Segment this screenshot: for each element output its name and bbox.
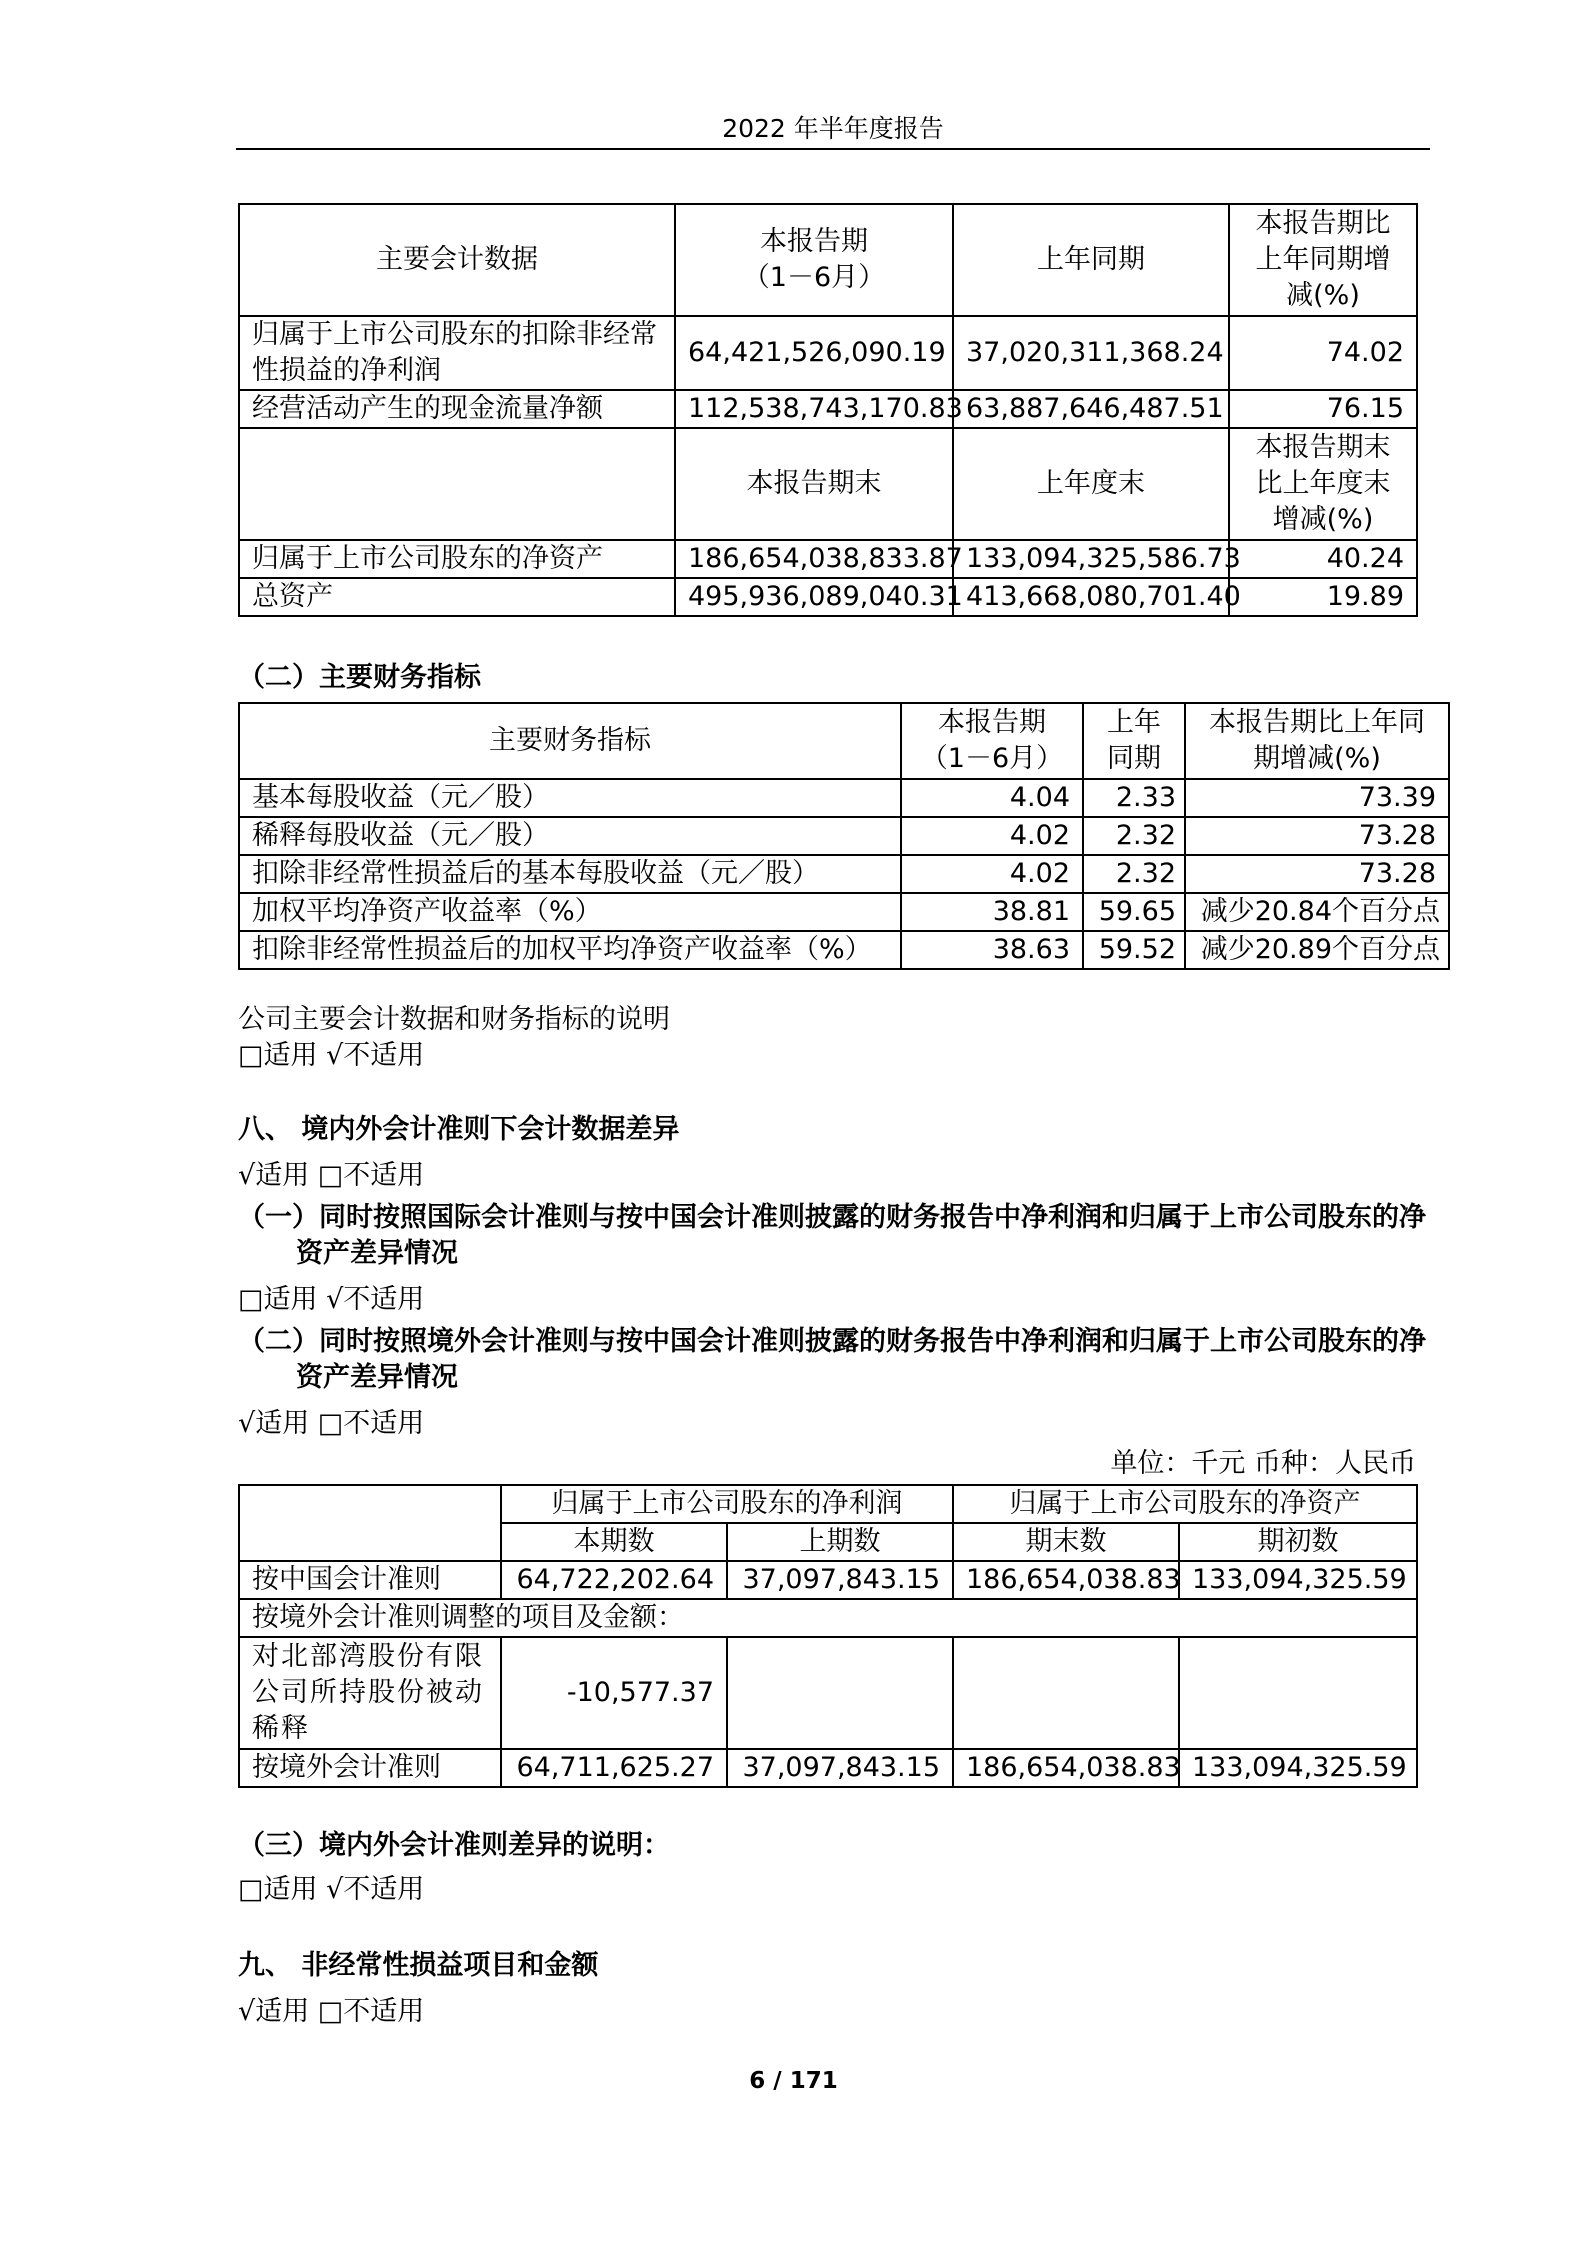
t1-header-change: 本报告期比 上年同期增 减(%) — [1229, 204, 1417, 316]
t3-group-net-profit: 归属于上市公司股东的净利润 — [501, 1485, 953, 1523]
t1-row-label: 经营活动产生的现金流量净额 — [239, 390, 675, 428]
page-header-title: 2022 年半年度报告 — [722, 114, 944, 143]
t3-row-label: 按境外会计准则 — [239, 1749, 501, 1787]
section-8-title: 八、 境内外会计准则下会计数据差异 — [238, 1114, 680, 1145]
t2-cell: 2.32 — [1083, 855, 1185, 893]
t2-cell: 4.02 — [901, 817, 1083, 855]
t2-cell: 59.65 — [1083, 893, 1185, 931]
t3-row-label: 对北部湾股份有限公司所持股份被动稀释 — [239, 1637, 501, 1749]
t1-cell: 40.24 — [1229, 540, 1417, 578]
t1-cell: 74.02 — [1229, 316, 1417, 390]
t1-row-label: 总资产 — [239, 578, 675, 616]
note-title: 公司主要会计数据和财务指标的说明 — [238, 1004, 670, 1035]
t1-cell: 76.15 — [1229, 390, 1417, 428]
t1-header2-prior: 上年度末 — [953, 428, 1229, 540]
t2-row-label: 基本每股收益（元／股） — [239, 779, 901, 817]
t3-cell: 37,097,843.15 — [727, 1561, 953, 1599]
t1-header-item: 主要会计数据 — [239, 204, 675, 316]
t3-cell: 64,711,625.27 — [501, 1749, 727, 1787]
section-8-2-title: （二）同时按照境外会计准则与按中国会计准则披露的财务报告中净利润和归属于上市公司股东的净资产差异情况 — [238, 1326, 1426, 1393]
section-9-applicability: √适用 □不适用 — [238, 1996, 425, 2027]
t1-cell: 186,654,038,833.87 — [675, 540, 953, 578]
financial-indicators-table — [238, 702, 1450, 970]
t1-cell: 413,668,080,701.40 — [953, 578, 1229, 616]
t1-cell: 64,421,526,090.19 — [675, 316, 953, 390]
t3-row-label: 按中国会计准则 — [239, 1561, 501, 1599]
t3-header-blank — [239, 1485, 501, 1561]
gaap-difference-table — [238, 1484, 1418, 1788]
accounting-data-table — [238, 203, 1418, 617]
t1-header2-change: 本报告期末 比上年度末 增减(%) — [1229, 428, 1417, 540]
t1-header2-current: 本报告期末 — [675, 428, 953, 540]
t1-header-current: 本报告期 （1－6月） — [675, 204, 953, 316]
t1-cell: 495,936,089,040.31 — [675, 578, 953, 616]
section-8-3-applicability: □适用 √不适用 — [238, 1874, 425, 1905]
section-8-1-title: （一）同时按照国际会计准则与按中国会计准则披露的财务报告中净利润和归属于上市公司股东的净资产差异情况 — [238, 1202, 1426, 1269]
t3-cell: 133,094,325.59 — [1179, 1561, 1417, 1599]
t1-cell: 133,094,325,586.73 — [953, 540, 1229, 578]
t2-header-current: 本报告期 （1－6月） — [901, 703, 1083, 779]
t3-cell: 186,654,038.83 — [953, 1749, 1179, 1787]
t1-cell: 37,020,311,368.24 — [953, 316, 1229, 390]
t2-cell: 73.39 — [1185, 779, 1449, 817]
t3-cell: 186,654,038.83 — [953, 1561, 1179, 1599]
t1-cell: 63,887,646,487.51 — [953, 390, 1229, 428]
t3-cell — [1179, 1637, 1417, 1749]
t2-row-label: 加权平均净资产收益率（%） — [239, 893, 901, 931]
t3-cell: 37,097,843.15 — [727, 1749, 953, 1787]
t2-row-label: 扣除非经常性损益后的基本每股收益（元／股） — [239, 855, 901, 893]
t1-header2-empty — [239, 428, 675, 540]
t3-sub-header: 期末数 — [953, 1523, 1179, 1561]
t3-cell — [727, 1637, 953, 1749]
t3-cell: 133,094,325.59 — [1179, 1749, 1417, 1787]
page-number: 6 / 171 — [749, 2068, 838, 2094]
t2-cell: 4.02 — [901, 855, 1083, 893]
t2-cell: 73.28 — [1185, 817, 1449, 855]
t2-cell: 38.63 — [901, 931, 1083, 969]
t3-sub-header: 上期数 — [727, 1523, 953, 1561]
t3-sub-header: 期初数 — [1179, 1523, 1417, 1561]
t1-cell: 19.89 — [1229, 578, 1417, 616]
unit-note: 单位：千元 币种：人民币 — [1110, 1448, 1416, 1479]
t3-sub-header: 本期数 — [501, 1523, 727, 1561]
t2-cell: 减少20.89个百分点 — [1185, 931, 1449, 969]
t2-header-change: 本报告期比上年同 期增减(%) — [1185, 703, 1449, 779]
t2-cell: 59.52 — [1083, 931, 1185, 969]
note-applicability: □适用 √不适用 — [238, 1040, 425, 1071]
t3-cell: -10,577.37 — [501, 1637, 727, 1749]
t3-cell — [953, 1637, 1179, 1749]
section-8-2-applicability: √适用 □不适用 — [238, 1408, 425, 1439]
t2-header-prior: 上年 同期 — [1083, 703, 1185, 779]
t2-cell: 减少20.84个百分点 — [1185, 893, 1449, 931]
t3-adjust-title: 按境外会计准则调整的项目及金额： — [239, 1599, 1417, 1637]
section-8-3-title: （三）境内外会计准则差异的说明： — [238, 1830, 670, 1861]
section-financial-indicators: （二）主要财务指标 — [238, 662, 481, 693]
t1-row-label: 归属于上市公司股东的扣除非经常性损益的净利润 — [239, 316, 675, 390]
t2-header-item: 主要财务指标 — [239, 703, 901, 779]
t2-cell: 73.28 — [1185, 855, 1449, 893]
t2-cell: 2.32 — [1083, 817, 1185, 855]
t1-row-label: 归属于上市公司股东的净资产 — [239, 540, 675, 578]
t2-cell: 38.81 — [901, 893, 1083, 931]
section-9-title: 九、 非经常性损益项目和金额 — [238, 1950, 599, 1981]
t3-cell: 64,722,202.64 — [501, 1561, 727, 1599]
section-8-applicability: √适用 □不适用 — [238, 1160, 425, 1191]
section-8-1-applicability: □适用 √不适用 — [238, 1284, 425, 1315]
t2-row-label: 稀释每股收益（元／股） — [239, 817, 901, 855]
t1-cell: 112,538,743,170.83 — [675, 390, 953, 428]
t2-row-label: 扣除非经常性损益后的加权平均净资产收益率（%） — [239, 931, 901, 969]
t1-header-prior: 上年同期 — [953, 204, 1229, 316]
t3-group-net-assets: 归属于上市公司股东的净资产 — [953, 1485, 1417, 1523]
header-divider — [236, 148, 1430, 150]
t2-cell: 4.04 — [901, 779, 1083, 817]
t2-cell: 2.33 — [1083, 779, 1185, 817]
